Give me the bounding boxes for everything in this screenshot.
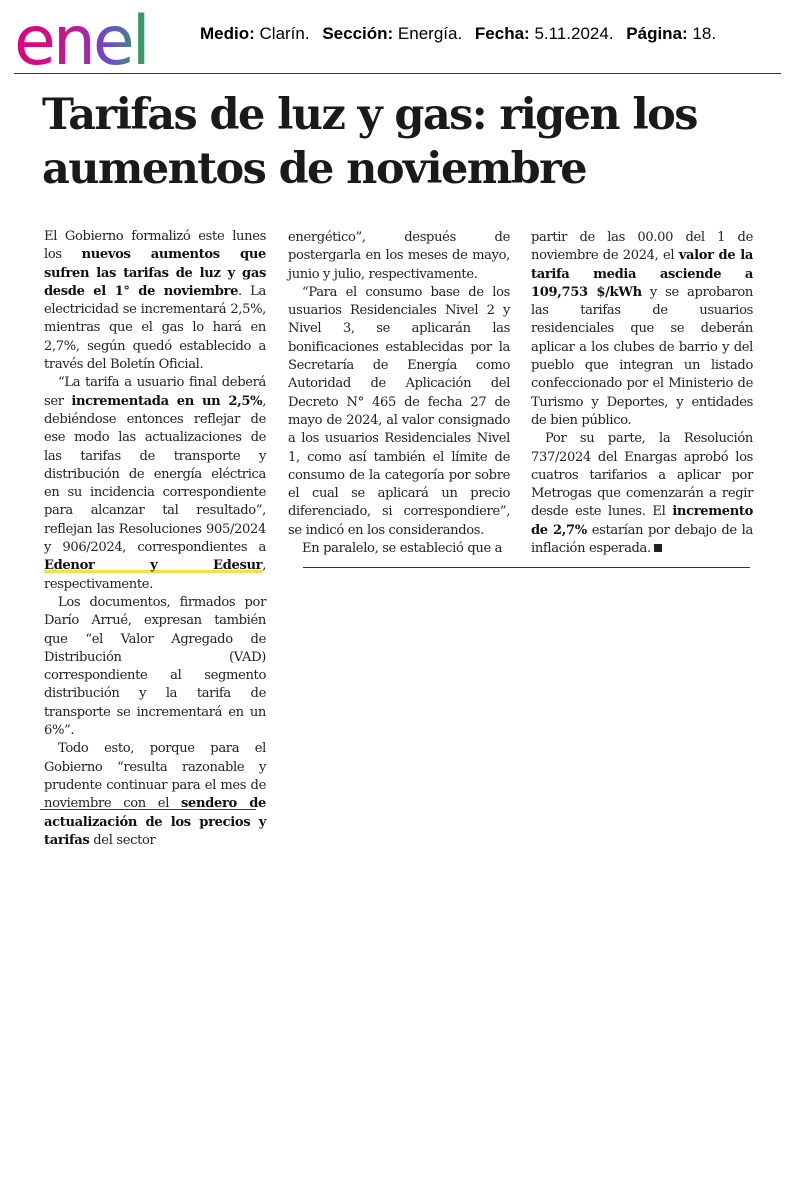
paragraph: En paralelo, se estableció que a <box>302 541 503 557</box>
pagina-value: 18. <box>692 24 717 43</box>
highlight-text: nuevos aumentos que sufren las tarifas de luz y gas desde el 1° de noviembre <box>44 247 266 299</box>
company-names-highlight: Edenor y Edesur <box>44 558 263 574</box>
paragraph <box>44 374 266 594</box>
text-run: El Gobierno formalizó este lunes los <box>44 229 266 263</box>
article-column-2 <box>288 229 510 558</box>
paragraph <box>44 228 266 374</box>
paragraph: “Para el consumo base de los usuarios Residenciales Nivel 2 y Nivel 3, se aplicarán las bonificaciones establecidas por la Secretaría de Energía como Autoridad de Aplicación del Decreto N° 465 de fecha 27 de mayo de 2024, al valor consignado a los usuarios Residenciales Nivel 1, como así también el límite de consumo de la categoría por sobre el cual se aplicará un precio diferenciado, si correspondiere”, se indicó en los considerandos. <box>288 284 510 538</box>
press-clip-header <box>200 24 724 44</box>
paragraph <box>44 740 266 850</box>
text-run: Todo esto, porque para el Gobierno “resulta razonable y prudente continuar para el mes de noviembre con el <box>44 741 266 812</box>
medio-value: Clarín. <box>259 24 310 43</box>
text-run: del sector <box>89 832 156 848</box>
fecha-value: 5.11.2024. <box>534 24 614 43</box>
paragraph <box>531 430 753 558</box>
highlight-text: sendero de actualización de los precios y tarifas <box>44 796 267 848</box>
header-divider <box>14 73 781 74</box>
article-column-1 <box>44 228 266 850</box>
text-run: , respectivamente. <box>44 558 266 592</box>
end-of-article-mark <box>654 544 662 552</box>
enel-logo <box>14 8 182 70</box>
article-end-rule <box>303 567 750 568</box>
highlight-text: valor de la tarifa media asciende a 109,753 $/kWh <box>531 248 753 300</box>
text-run: Por su parte, la Resolución 737/2024 del Enargas aprobó los cuatros tarifarios a aplicar por Metrogas que comenzarán a regir desde este lunes. El <box>531 431 753 520</box>
text-run: y se aprobaron las tarifas de usuarios residenciales que se deberán aplicar a los clubes de barrio y del pueblo que integran un listado confeccionado por el Ministerio de Turismo y Deportes, y entidades de bien público. <box>531 284 753 428</box>
text-run: , debiéndose entonces reflejar de ese modo las actualizaciones de las tarifas de transporte y distribución de energía eléctrica en su incidencia correspondiente para alcanzar tal resultado”, reflejan las Resoluciones 905/2024 y 906/2024, correspondientes a <box>44 393 266 556</box>
text-run: estarían por debajo de la inflación esperada. <box>531 522 753 557</box>
highlight-text: incremento de 2,7% <box>531 504 753 538</box>
seccion-label: Sección: <box>322 24 394 43</box>
text-run: “La tarifa a usuario final deberá ser <box>44 375 266 409</box>
article-column-3 <box>531 229 753 558</box>
enel-logo-text: enel <box>14 8 148 70</box>
highlight-text: incrementada en un 2,5% <box>71 393 263 409</box>
column-1-end-rule <box>40 809 256 810</box>
article-headline: Tarifas de luz y gas: rigen los aumentos de noviembre <box>42 90 697 194</box>
seccion-value: Energía. <box>397 24 463 43</box>
medio-label: Medio: <box>200 24 255 43</box>
fecha-label: Fecha: <box>474 24 530 43</box>
text-run: partir de las 00.00 del 1 de noviembre de 2024, el <box>531 230 753 264</box>
pagina-label: Página: <box>626 24 688 43</box>
text-run: . La electricidad se incrementará 2,5%, mientras que el gas lo hará en 2,7%, según quedó establecido a través del Boletín Oficial. <box>44 283 266 373</box>
paragraph <box>531 229 753 430</box>
paragraph: Los documentos, firmados por Darío Arrué, expresan también que “el Valor Agregado de Distribución (VAD) correspondiente al segmento distribución y la tarifa de transporte se incrementará en un 6%”. <box>44 594 266 739</box>
paragraph: energético”, después de postergarla en los meses de mayo, junio y julio, respectivamente. <box>288 230 510 282</box>
